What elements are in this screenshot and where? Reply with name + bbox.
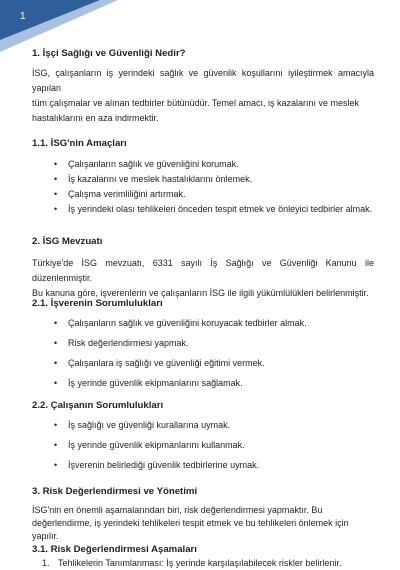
bullet-icon: • bbox=[54, 159, 58, 169]
list-number: 1. bbox=[42, 558, 50, 568]
paragraph-line: İSG'nin en önemli aşamalarından biri, risk değerlendirmesi yapmaktır. Bu bbox=[32, 505, 323, 515]
section-2-heading: 2. İSG Mevzuatı bbox=[32, 236, 103, 247]
section-2-1-heading: 2.1. İşverenin Sorumlulukları bbox=[32, 298, 163, 309]
page-number: 1 bbox=[20, 11, 26, 22]
list-item bbox=[54, 159, 239, 169]
bullet-icon: • bbox=[54, 460, 58, 470]
paragraph-line: yapılır. bbox=[32, 531, 59, 541]
bullet-icon: • bbox=[54, 440, 58, 450]
paragraph-line: değerlendirme, iş yerindeki tehlikeleri tespit etmek ve bu tehlikeleri önlemek için bbox=[32, 518, 349, 528]
bullet-icon: • bbox=[54, 174, 58, 184]
section-1-paragraph bbox=[32, 66, 374, 126]
bullet-icon: • bbox=[54, 420, 58, 430]
list-item bbox=[54, 460, 259, 470]
bullet-icon: • bbox=[54, 204, 58, 214]
section-3-heading: 3. Risk Değerlendirmesi ve Yönetimi bbox=[32, 486, 198, 497]
section-3-paragraph bbox=[32, 504, 374, 543]
list-item-text: Risk değerlendirmesi yapmak. bbox=[68, 338, 189, 348]
ordered-list-item bbox=[42, 558, 341, 568]
section-3-1-heading: 3.1. Risk Değerlendirmesi Aşamaları bbox=[32, 544, 197, 555]
list-item-text: İş yerinde güvenlik ekipmanlarını kullanmak. bbox=[68, 440, 245, 450]
list-item-text: Tehlikelerin Tanımlanması: İş yerinde karşılaşılabilecek riskler belirlenir. bbox=[58, 558, 342, 568]
section-1-heading: 1. İşçi Sağlığı ve Güvenliği Nedir? bbox=[32, 48, 186, 59]
list-item-text: İş yerinde güvenlik ekipmanlarını sağlamak. bbox=[68, 378, 243, 388]
list-item-text: Çalışma verimliliğini artırmak. bbox=[68, 189, 186, 199]
list-item bbox=[54, 420, 230, 430]
bullet-icon: • bbox=[54, 338, 58, 348]
list-item bbox=[54, 378, 243, 388]
paragraph-line: tüm çalışmalar ve alınan tedbirler bütünüdür. Temel amacı, iş kazalarını ve meslek bbox=[32, 98, 359, 108]
bullet-icon: • bbox=[54, 358, 58, 368]
list-item-text: İş sağlığı ve güvenliği kurallarına uymak. bbox=[68, 420, 231, 430]
list-item-text: Çalışanların sağlık ve güvenliğini korumak. bbox=[68, 159, 239, 169]
list-item bbox=[54, 189, 186, 199]
list-item bbox=[54, 358, 265, 368]
paragraph-line: Türkiye'de İSG mevzuatı, 6331 sayılı İş Sağlığı ve Güvenliği Kanunu ile düzenlenmiştir. bbox=[32, 258, 374, 283]
list-item bbox=[54, 174, 252, 184]
list-item bbox=[54, 204, 372, 214]
bullet-icon: • bbox=[54, 378, 58, 388]
section-2-2-heading: 2.2. Çalışanın Sorumlulukları bbox=[32, 400, 164, 411]
section-1-1-heading: 1.1. İSG'nin Amaçları bbox=[32, 138, 127, 149]
paragraph-line: İSG, çalışanların iş yerindeki sağlık ve güvenlik koşullarını iyileştirmek amacıyla yapılan bbox=[32, 68, 374, 93]
bullet-icon: • bbox=[54, 318, 58, 328]
list-item-text: Çalışanlara iş sağlığı ve güvenliği eğitimi vermek. bbox=[68, 358, 265, 368]
list-item-text: İş yerindeki olası tehlikeleri önceden tespit etmek ve önleyici tedbirler almak. bbox=[68, 204, 373, 214]
corner-ribbon-graphic bbox=[0, 0, 118, 52]
list-item bbox=[54, 338, 189, 348]
section-2-paragraph bbox=[32, 256, 374, 301]
paragraph-line: Bu kanuna göre, işverenlerin ve çalışanların İSG ile ilgili yükümlülükleri belirlenmiştir. bbox=[32, 288, 369, 298]
list-item-text: İşverenin belirlediği güvenlik tedbirlerine uymak. bbox=[68, 460, 260, 470]
bullet-icon: • bbox=[54, 189, 58, 199]
list-item bbox=[54, 440, 245, 450]
paragraph-line: hastalıklarını en aza indirmektir. bbox=[32, 113, 159, 123]
list-item bbox=[54, 318, 307, 328]
list-item-text: Çalışanların sağlık ve güvenliğini koruyacak tedbirler almak. bbox=[68, 318, 307, 328]
list-item-text: İş kazalarını ve meslek hastalıklarını önlemek. bbox=[68, 174, 253, 184]
